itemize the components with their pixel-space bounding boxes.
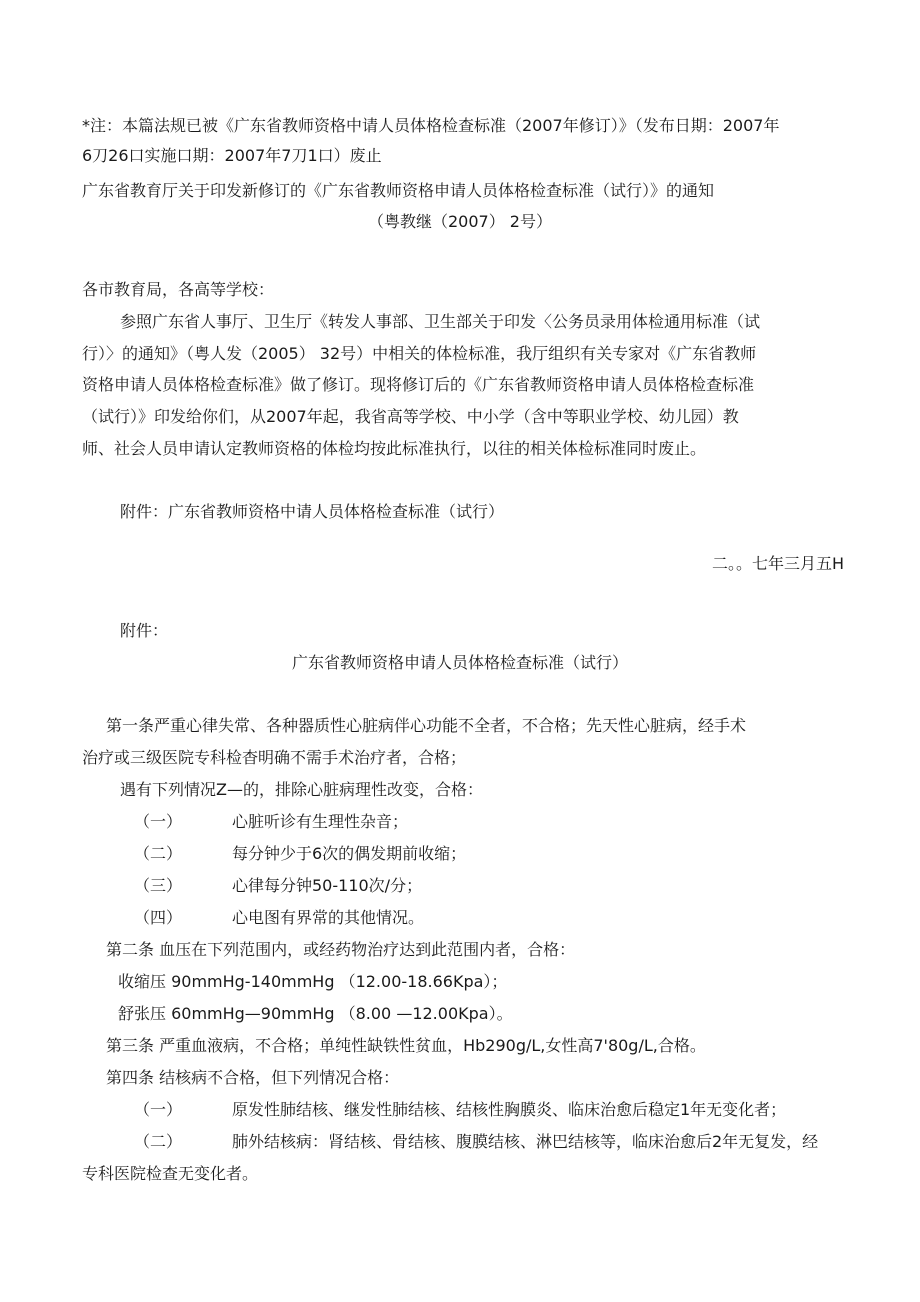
body-line-4: （试行）》印发给你们，从2007年起，我省高等学校、中小学（含中等职业学校、幼儿园）教 [82, 407, 739, 426]
item-text: 肺外结核病：肾结核、骨结核、腹膜结核、淋巴结核等，临床治愈后2年无复发，经 [232, 1132, 819, 1151]
article-3: 第三条 严重血液病，不合格；单纯性缺铁性贫血，Hb290g/L,女性高7'80g/L,合格。 [106, 1036, 706, 1055]
attachment-label: 附件： [120, 621, 169, 640]
article-2-line-1: 第二条 血压在下列范围内，或经药物治疗达到此范围内者，合格： [106, 940, 576, 959]
attachment-title: 广东省教师资格申请人员体格检查标准（试行） [291, 653, 628, 672]
article-1-line-1: 第一条严重心律失常、各种器质性心脏病伴心功能不全者，不合格；先天性心脏病，经手术 [106, 716, 747, 735]
article-4-item-2 [134, 1132, 818, 1152]
item-marker: （二） [134, 844, 183, 863]
repeal-note-line-1: *注：本篇法规已被《广东省教师资格中请人员体格检查标准（2007年修订）》（发布日期：2007年 [82, 116, 780, 135]
item-marker: （一） [134, 812, 183, 831]
article-1-item-1 [134, 812, 408, 832]
article-1-line-2: 治疗或三级医院专科检杳明确不需手术治疗者，合格； [82, 748, 467, 767]
body-line-5: 师、社会人员申请认定教师资格的体检均按此标准执行，以往的相关体检标准同时废止。 [82, 439, 707, 458]
item-text: 原发性肺结核、继发性肺结核、结核性胸膜炎、临床治愈后稳定1年无变化者； [232, 1100, 787, 1119]
article-1-item-4 [134, 908, 424, 928]
item-marker: （四） [134, 908, 183, 927]
article-4-continuation: 专科医院检查无变化者。 [82, 1164, 259, 1183]
document-number: （粤教继（2007） 2号） [368, 212, 552, 231]
notice-title: 广东省教育厅关于印发新修订的《广东省教师资格申请人员体格检查标准（试行）》的通知 [82, 181, 715, 200]
article-2-diastolic: 舒张压 60mmHg—90mmHg （8.00 —12.00Kpa）。 [118, 1004, 513, 1023]
body-line-1: 参照广东省人事厅、卫生厅《转发人事部、卫生部关于印发〈公务员录用体检通用标准（试 [120, 312, 761, 331]
item-text: 心律每分钟50-110次/分； [232, 876, 423, 895]
article-4-item-1 [134, 1100, 786, 1120]
item-marker: （三） [134, 876, 183, 895]
repeal-note-line-2: 6刀26口实施口期：2007年7刀1口）废止 [82, 146, 382, 165]
attachment-reference: 附件：广东省教师资格中请人员体格检查标准（试行） [120, 502, 505, 521]
article-1-item-3 [134, 876, 422, 896]
item-text: 心脏听诊有生理性杂音； [232, 812, 409, 831]
item-text: 每分钟少于6次的偶发期前收缩； [232, 844, 467, 863]
article-4-line-1: 第四条 结核病不合格，但下列情况合格： [106, 1068, 400, 1087]
article-2-systolic: 收缩压 90mmHg-140mmHg （12.00-18.66Kpa）； [118, 972, 508, 991]
article-1-intro: 遇有下列情况Z—的，排除心脏病理性改变，合格： [120, 780, 483, 799]
body-line-3: 资格申请人员体格检查标准》做了修订。现将修订后的《广东省教师资格申请人员体格检查标准 [82, 375, 755, 394]
body-line-2: 行）〉的通知》（粤人发（2005） 32号）中相关的体检标准，我厅组织有关专家对《广东省教师 [82, 344, 757, 363]
addressee: 各市教育局，各高等学校： [82, 280, 275, 299]
issue-date: 二。。七年三月五H [711, 554, 844, 573]
item-marker: （一） [134, 1100, 183, 1119]
item-text: 心电图有界常的其他情况。 [232, 908, 425, 927]
item-marker: （二） [134, 1132, 183, 1151]
article-1-item-2 [134, 844, 466, 864]
